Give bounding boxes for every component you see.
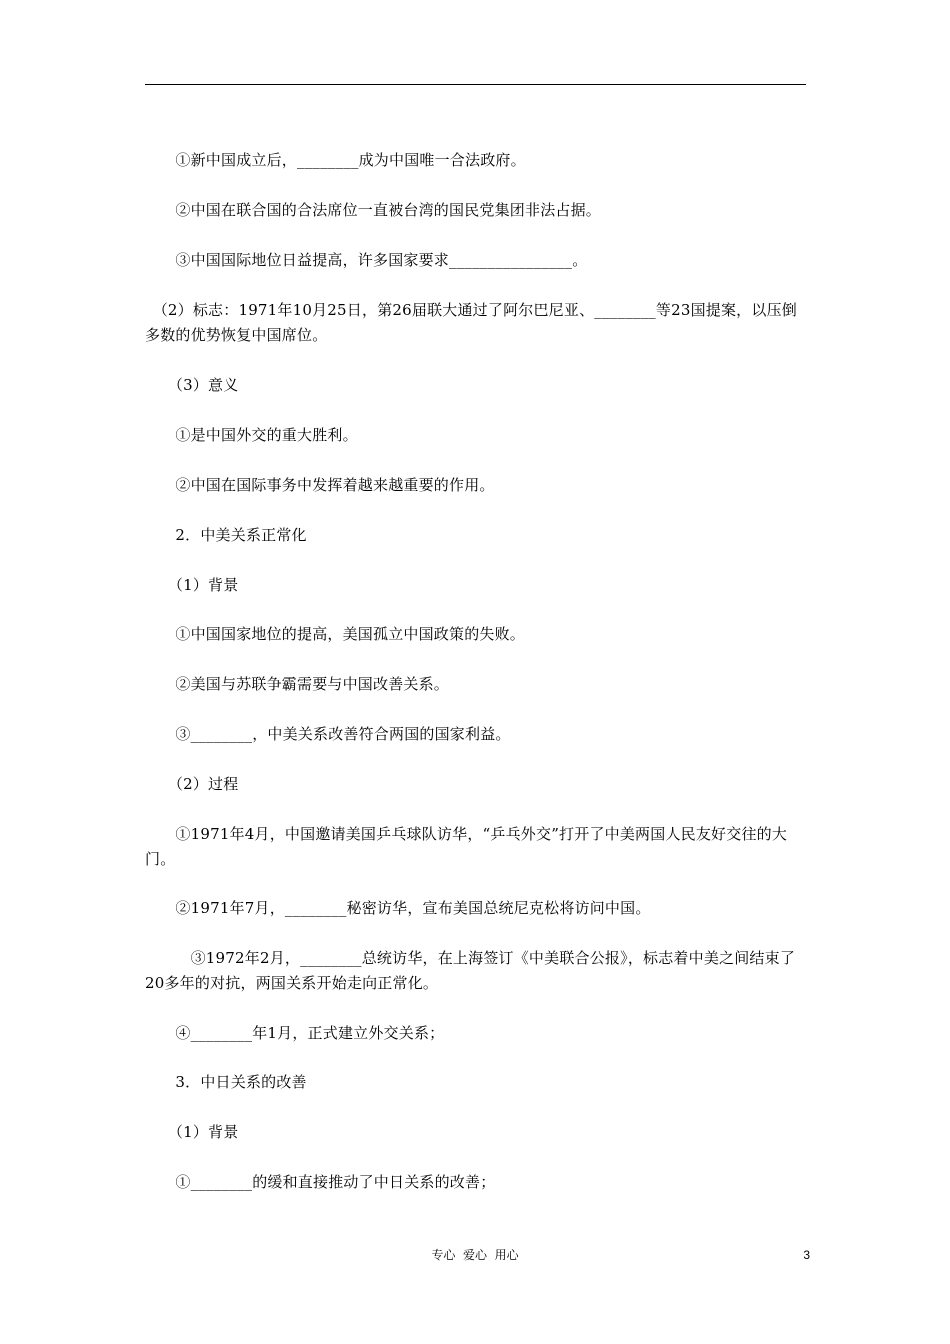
- paragraph-18: 3．中日关系的改善: [145, 1073, 307, 1091]
- header-rule: [145, 84, 806, 85]
- paragraph-1: ①新中国成立后，________成为中国唯一合法政府。: [145, 151, 526, 169]
- paragraph-19: （1）背景: [145, 1123, 239, 1141]
- paragraph-3: ③中国国际地位日益提高，许多国家要求________________。: [145, 251, 588, 269]
- paragraph-2: ②中国在联合国的合法席位一直被台湾的国民党集团非法占据。: [145, 201, 602, 219]
- page-number: 3: [803, 1248, 810, 1262]
- paragraph-10: ①中国国家地位的提高，美国孤立中国政策的失败。: [145, 625, 526, 643]
- paragraph-5: （3）意义: [145, 376, 239, 394]
- paragraph-8: 2．中美关系正常化: [145, 526, 307, 544]
- paragraph-11: ②美国与苏联争霸需要与中国改善关系。: [145, 675, 450, 693]
- paragraph-14: ①1971年4月，中国邀请美国乒乓球队访华，“乒乓外交”打开了中美两国人民友好交往的大门。: [145, 825, 788, 868]
- paragraph-16: ③1972年2月，________总统访华，在上海签订《中美联合公报》，标志着中美之间结束了20多年的对抗，两国关系开始走向正常化。: [145, 949, 796, 992]
- paragraph-6: ①是中国外交的重大胜利。: [145, 426, 358, 444]
- footer-text: 专心 爱心 用心: [431, 1248, 519, 1262]
- paragraph-15: ②1971年7月，________秘密访华，宣布美国总统尼克松将访问中国。: [145, 899, 651, 917]
- paragraph-9: （1）背景: [145, 576, 239, 594]
- paragraph-13: （2）过程: [145, 775, 239, 793]
- paragraph-7: ②中国在国际事务中发挥着越来越重要的作用。: [145, 476, 495, 494]
- paragraph-17: ④________年1月，正式建立外交关系；: [145, 1024, 445, 1042]
- paragraph-4: （2）标志：1971年10月25日，第26届联大通过了阿尔巴尼亚、________等23国提案，以压倒多数的优势恢复中国席位。: [145, 301, 797, 344]
- paragraph-20: ①________的缓和直接推动了中日关系的改善；: [145, 1173, 496, 1191]
- paragraph-12: ③________，中美关系改善符合两国的国家利益。: [145, 725, 511, 743]
